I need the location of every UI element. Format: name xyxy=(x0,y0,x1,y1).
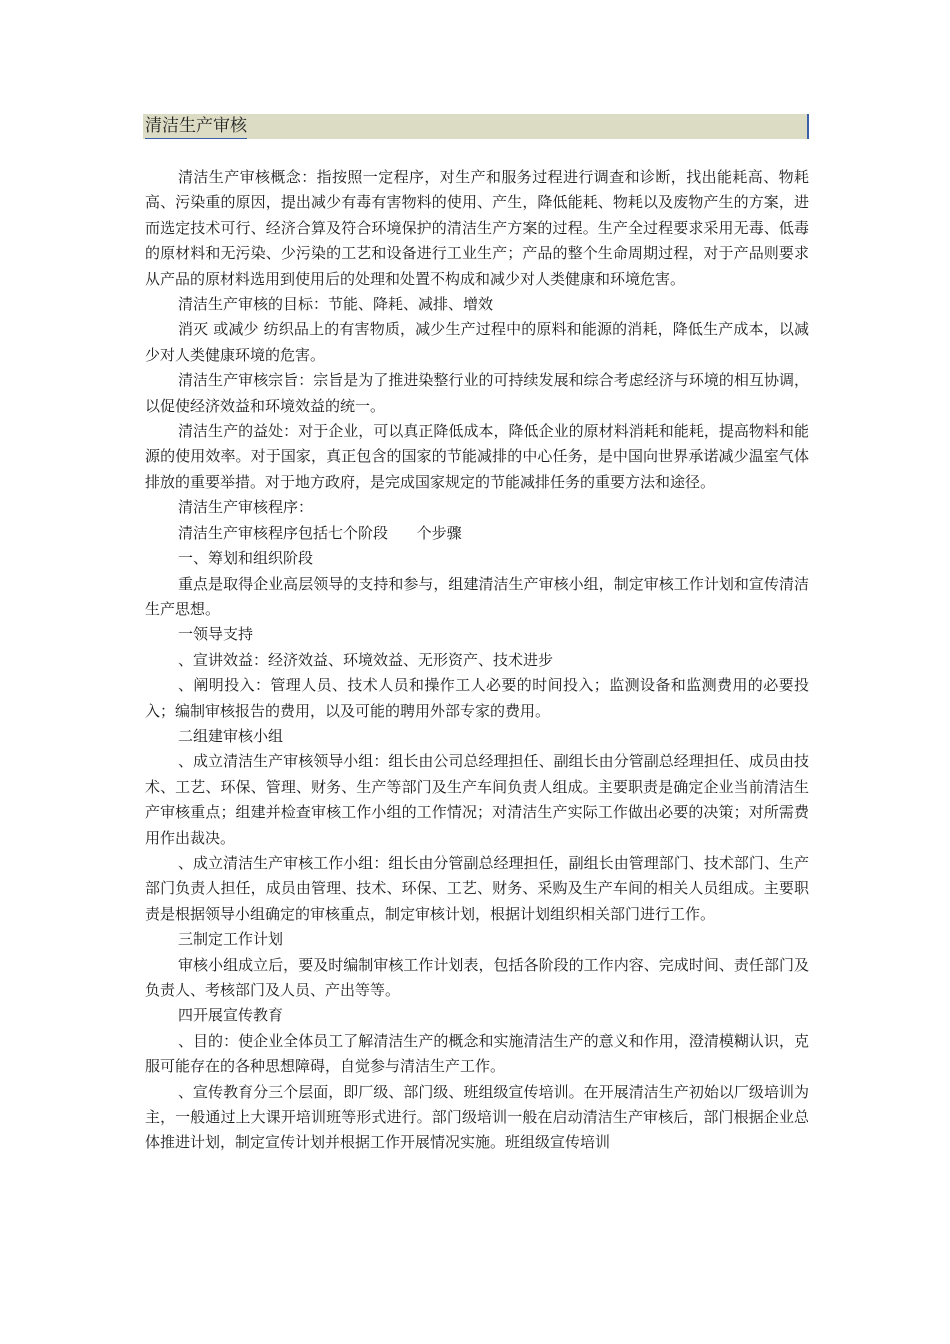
list-item: 、成立清洁生产审核领导小组：组长由公司总经理担任、副组长由分管副总经理担任、成员由技术、工艺、环保、管理、财务、生产等部门及生产车间负责人组成。主要职责是确定企业当前清洁生产审核重点；组建并检查审核工作小组的工作情况；对清洁生产实际工作做出必要的决策；对所需费用作出裁决。 xyxy=(145,752,809,847)
list-item: 、宣讲效益：经济效益、环境效益、无形资产、技术进步 xyxy=(178,650,554,669)
paragraph: 重点是取得企业高层领导的支持和参与，组建清洁生产审核小组，制定审核工作计划和宣传清洁生产思想。 xyxy=(145,574,809,618)
subsection-heading: 一领导支持 xyxy=(178,625,254,644)
paragraph: 审核小组成立后，要及时编制审核工作计划表，包括各阶段的工作内容、完成时间、责任部门及负责人、考核部门及人员、产出等等。 xyxy=(145,955,809,999)
paragraph: 清洁生产审核的目标：节能、降耗、减排、增效 xyxy=(178,295,494,314)
paragraph: 清洁生产审核宗旨：宗旨是为了推进染整行业的可持续发展和综合考虑经济与环境的相互协调，以促使经济效益和环境效益的统一。 xyxy=(145,371,809,415)
document-title: 清洁生产审核 xyxy=(145,115,247,139)
paragraph: 消灭 或减少 纺织品上的有害物质，减少生产过程中的原料和能源的消耗，降低生产成本，以减少对人类健康环境的危害。 xyxy=(145,320,809,364)
document-body xyxy=(145,165,809,1156)
paragraph: 清洁生产审核概念：指按照一定程序，对生产和服务过程进行调查和诊断，找出能耗高、物耗高、污染重的原因，提出减少有毒有害物料的使用、产生，降低能耗、物耗以及废物产生的方案，进而选定技术可行、经济合算及符合环境保护的清洁生产方案的过程。生产全过程要求采用无毒、低毒的原材料和无污染、少污染的工艺和设备进行工业生产；产品的整个生命周期过程，对于产品则要求从产品的原材料选用到使用后的处理和处置不构成和减少对人类健康和环境危害。 xyxy=(145,168,809,288)
subsection-heading: 二组建审核小组 xyxy=(178,726,284,745)
list-item: 、阐明投入：管理人员、技术人员和操作工人必要的时间投入；监测设备和监测费用的必要投入；编制审核报告的费用，以及可能的聘用外部专家的费用。 xyxy=(145,676,809,720)
list-item: 、目的：使企业全体员工了解清洁生产的概念和实施清洁生产的意义和作用，澄清模糊认识，克服可能存在的各种思想障碍，自觉参与清洁生产工作。 xyxy=(145,1031,809,1076)
paragraph: 清洁生产审核程序： xyxy=(178,498,314,517)
paragraph: 清洁生产审核程序包括七个阶段 个步骤 xyxy=(178,523,462,542)
subsection-heading: 四开展宣传教育 xyxy=(178,1006,284,1025)
subsection-heading: 三制定工作计划 xyxy=(178,930,284,949)
list-item: 、宣传教育分三个层面，即厂级、部门级、班组级宣传培训。在开展清洁生产初始以厂级培训为主，一般通过上大课开培训班等形式进行。部门级培训一般在启动清洁生产审核后，部门根据企业总体推进计划，制定宣传计划并根据工作开展情况实施。班组级宣传培训 xyxy=(145,1082,809,1152)
list-item: 、成立清洁生产审核工作小组：组长由分管副总经理担任，副组长由管理部门、技术部门、生产部门负责人担任，成员由管理、技术、环保、工艺、财务、采购及生产车间的相关人员组成。主要职责是根据领导小组确定的审核重点，制定审核计划，根据计划组织相关部门进行工作。 xyxy=(145,853,809,923)
section-heading: 一、筹划和组织阶段 xyxy=(178,549,314,568)
paragraph: 清洁生产的益处：对于企业，可以真正降低成本，降低企业的原材料消耗和能耗，提高物料和能源的使用效率。对于国家，真正包含的国家的节能减排的中心任务，是中国向世界承诺减少温室气体排放的重要举措。对于地方政府，是完成国家规定的节能减排任务的重要方法和途径。 xyxy=(145,422,809,491)
section-title-bar xyxy=(143,114,809,139)
